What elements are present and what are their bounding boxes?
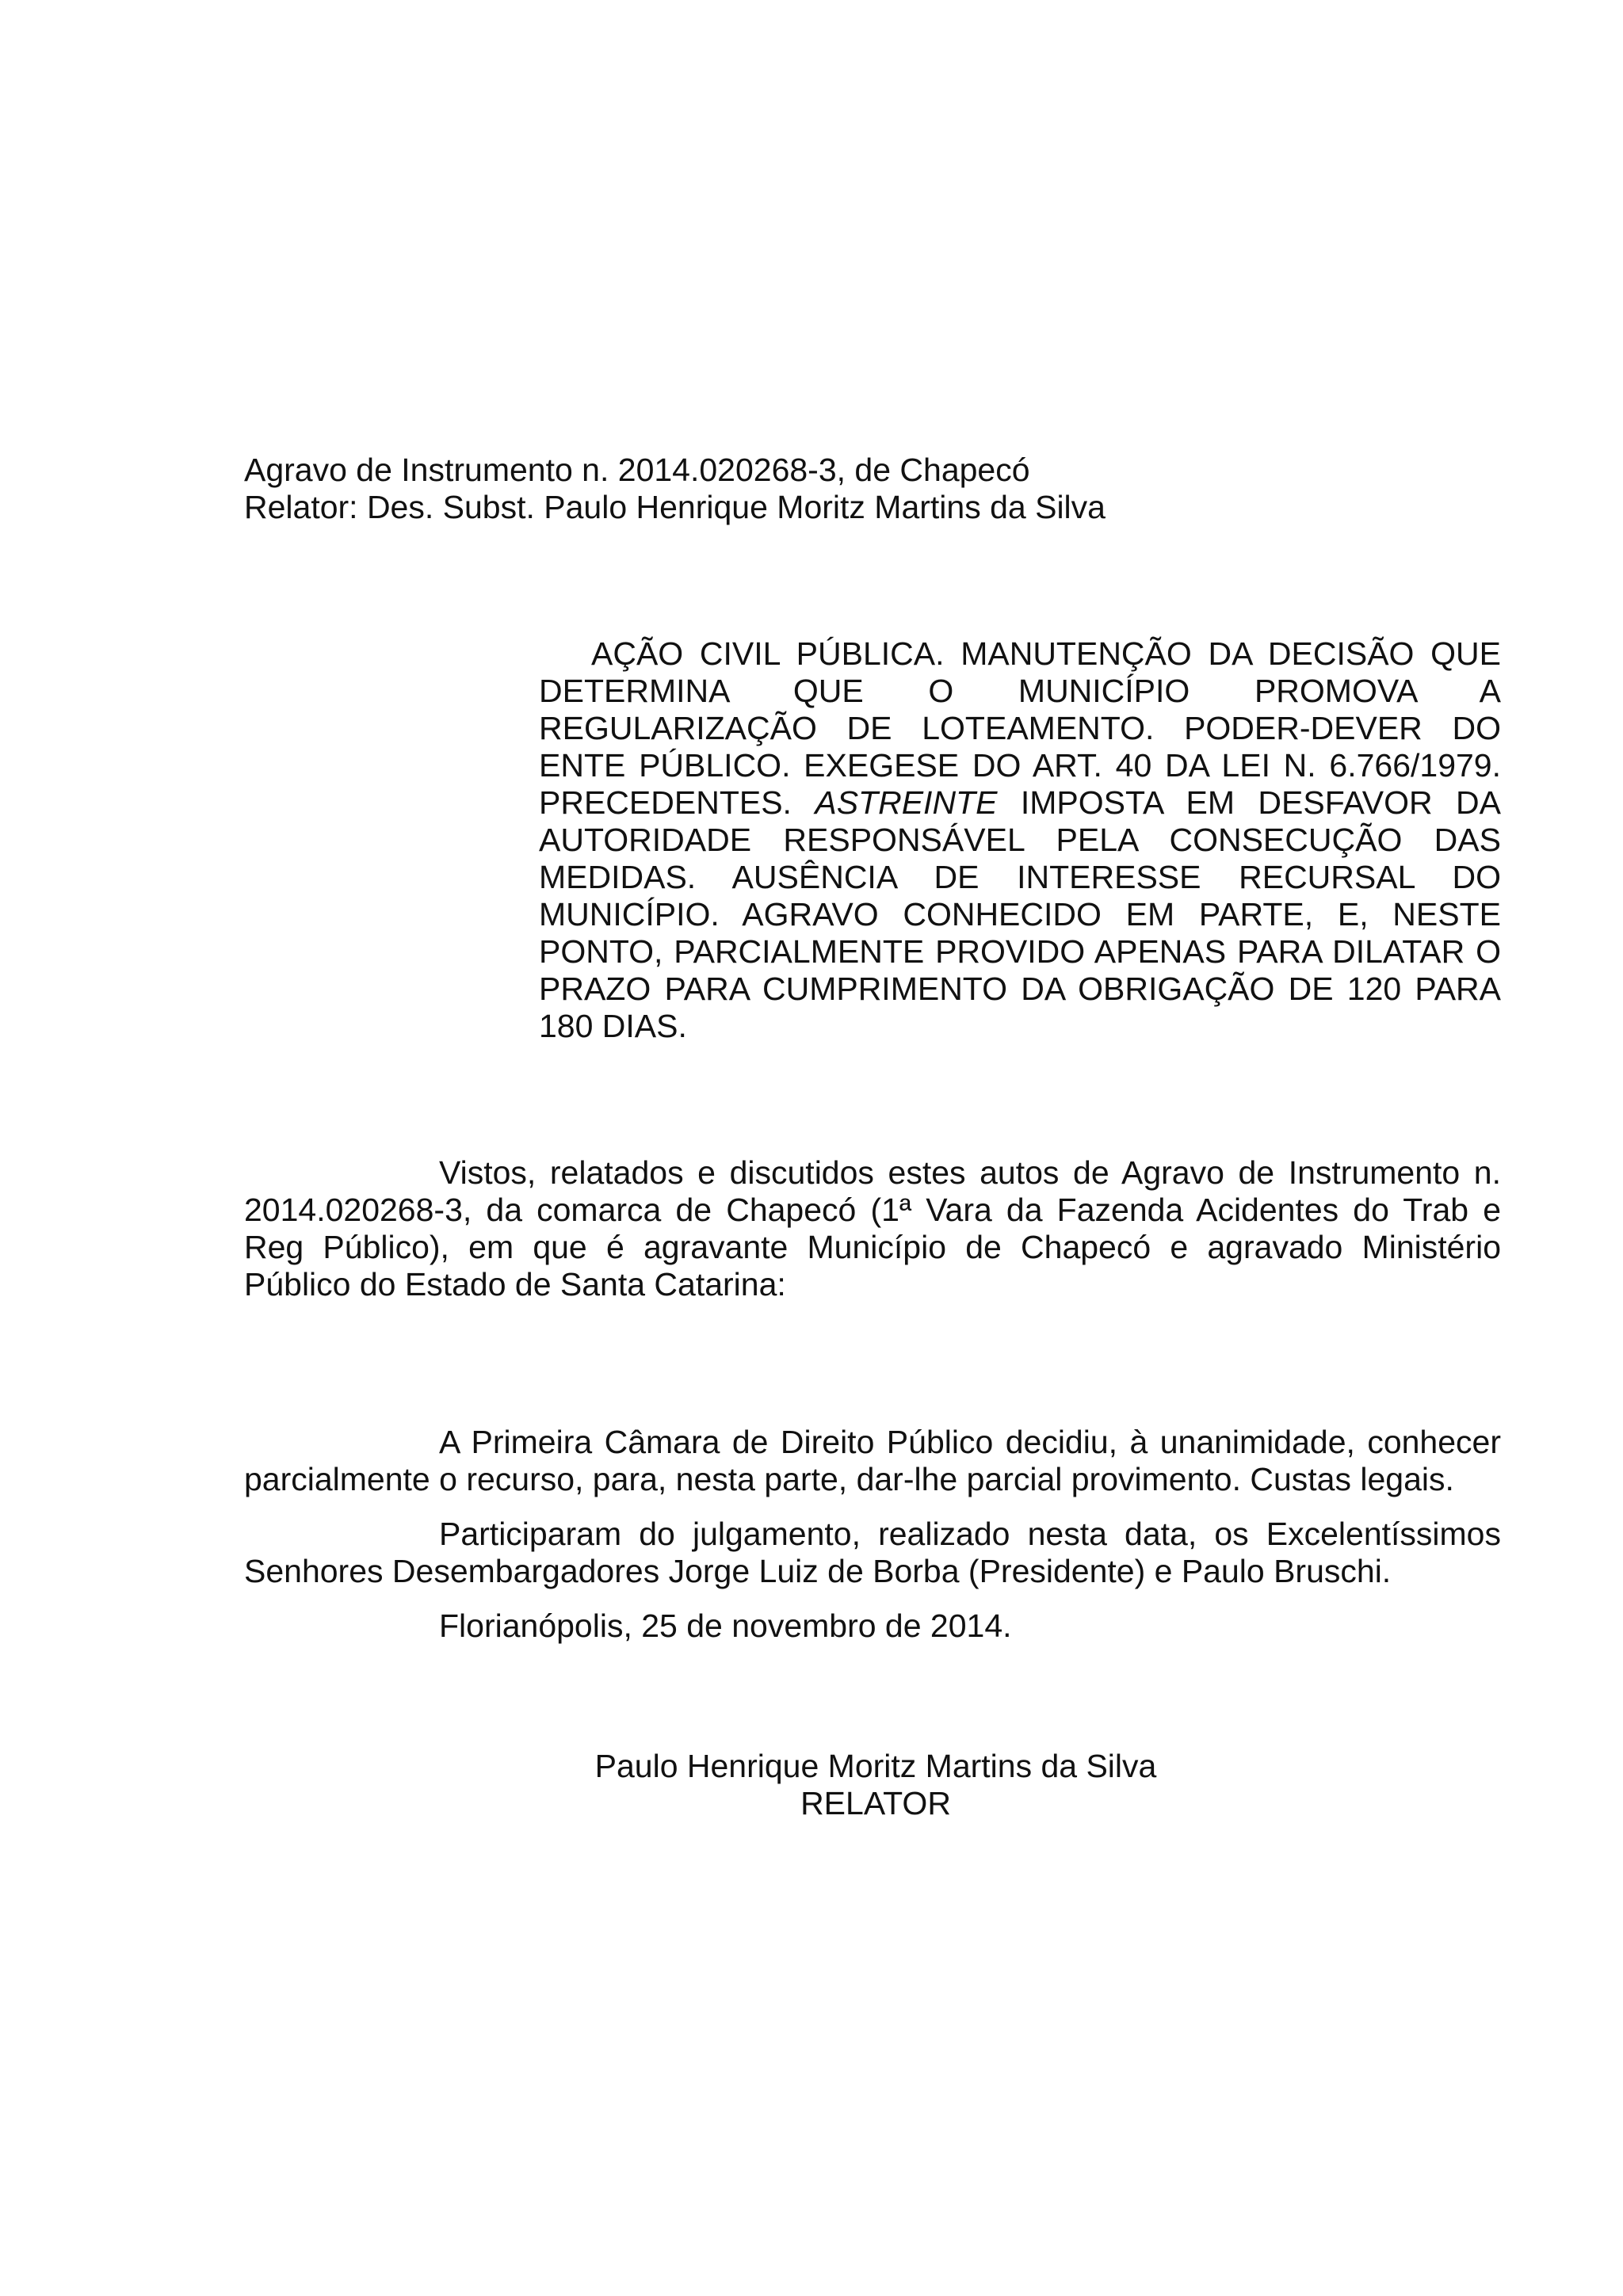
participants-paragraph: Participaram do julgamento, realizado nesta data, os Excelentíssimos Senhores Desembargadores Jorge Luiz de Borba (Presidente) e Paulo Bruschi. (244, 1516, 1501, 1589)
decision-paragraph: A Primeira Câmara de Direito Público decidiu, à unanimidade, conhecer parcialmente o recurso, para, nesta parte, dar-lhe parcial provimento. Custas legais. (244, 1424, 1501, 1497)
ementa-italic-term: ASTREINTE (815, 784, 998, 821)
place-date-paragraph: Florianópolis, 25 de novembro de 2014. (439, 1608, 1012, 1644)
case-number-line: Agravo de Instrumento n. 2014.020268-3, de Chapecó (244, 452, 1030, 488)
ementa-text-part2: IMPOSTA EM DESFAVOR DA AUTORIDADE RESPONSÁVEL PELA CONSECUÇÃO DAS MEDIDAS. AUSÊNCIA DE INTERESSE RECURSAL DO MUNICÍPIO. AGRAVO CONHECIDO EM PARTE, E, NESTE PONTO, PARCIALMENTE PROVIDO APENAS PARA DILATAR O PRAZO PARA CUMPRIMENTO DA OBRIGAÇÃO DE 120 PARA 180 DIAS. (539, 784, 1501, 1044)
ementa-summary (539, 635, 1501, 1045)
relator-line: Relator: Des. Subst. Paulo Henrique Moritz Martins da Silva (244, 489, 1106, 525)
vistos-paragraph: Vistos, relatados e discutidos estes autos de Agravo de Instrumento n. 2014.020268-3, da comarca de Chapecó (1ª Vara da Fazenda Acidentes do Trab e Reg Público), em que é agravante Município de Chapecó e agravado Ministério Público do Estado de Santa Catarina: (244, 1154, 1501, 1302)
signature-name: Paulo Henrique Moritz Martins da Silva (594, 1748, 1157, 1784)
case-header (244, 452, 1512, 526)
ementa-text-part1: AÇÃO CIVIL PÚBLICA. MANUTENÇÃO DA DECISÃO QUE DETERMINA QUE O MUNICÍPIO PROMOVA A REGULARIZAÇÃO DE LOTEAMENTO. PODER-DEVER DO ENTE PÚBLICO. EXEGESE DO ART. 40 DA LEI N. 6.766/1979. PRECEDENTES. (539, 635, 1501, 821)
signature-role: RELATOR (800, 1785, 951, 1821)
signature-block (539, 1748, 1212, 1822)
